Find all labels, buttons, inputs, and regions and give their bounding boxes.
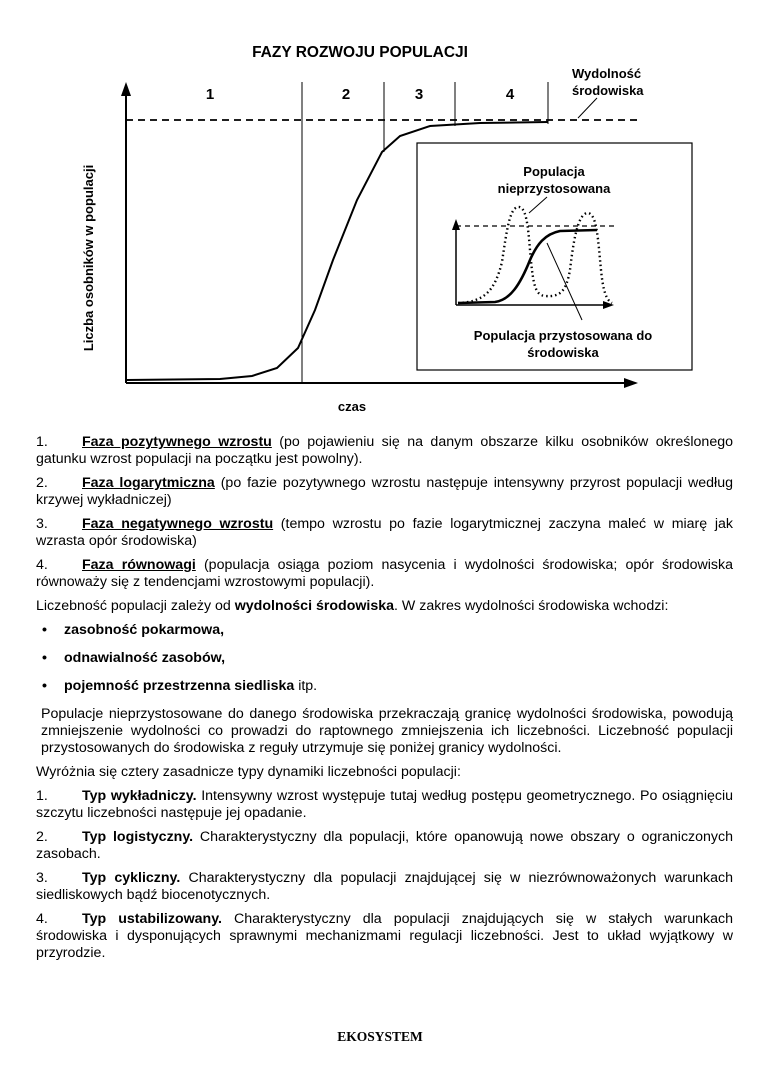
type-item-term: Typ cykliczny.	[82, 870, 181, 886]
phase-item-desc: (po pojawieniu się na danym obszarze kilku osobników określonego gatunku wzrost populacji na początku jest powolny).	[36, 434, 733, 467]
capacity-paragraph-bold: wydolności środowiska	[234, 598, 395, 614]
page-footer: EKOSYSTEM	[337, 1029, 423, 1044]
phase-item-number: 3.	[36, 516, 48, 532]
phase-item-desc: (tempo wzrostu po fazie logarytmicznej zaczyna maleć w miarę jak wzrasta opór środowiska)	[36, 516, 733, 549]
type-item	[36, 911, 733, 962]
phase-item-term: Faza logarytmiczna	[82, 475, 215, 491]
list-item-bold: pojemność przestrzenna siedliska	[64, 678, 295, 694]
types-intro: Wyróżnia się cztery zasadnicze typy dynamiki liczebności populacji:	[36, 764, 461, 780]
inset-label-adapted: Populacja przystosowana do	[473, 328, 653, 343]
capacity-paragraph	[36, 598, 733, 615]
x-axis-label: czas	[337, 399, 367, 414]
inset-label-unadapted-2: nieprzystosowana	[497, 181, 611, 196]
type-item-number: 3.	[36, 870, 48, 886]
phase-item	[36, 434, 733, 468]
capacity-factors-list	[36, 622, 733, 695]
type-item	[36, 870, 733, 904]
type-item-term: Typ wykładniczy.	[82, 788, 197, 804]
phase-number-3: 3	[414, 86, 424, 103]
bullet-icon: •	[42, 622, 47, 638]
document-body	[36, 434, 733, 969]
type-item-number: 1.	[36, 788, 48, 804]
capacity-label: Wydolność	[572, 66, 642, 81]
phase-number-2: 2	[341, 86, 351, 103]
list-item	[36, 678, 733, 695]
phase-item-term: Faza negatywnego wzrostu	[82, 516, 274, 532]
capacity-paragraph-after: . W zakres wydolności środowiska wchodzi:	[394, 598, 669, 614]
phase-number-1: 1	[205, 86, 215, 103]
capacity-label-2: środowiska	[572, 83, 644, 98]
type-item	[36, 829, 733, 863]
type-item-desc: Charakterystyczny dla populacji, które opanowują nowe obszary o ograniczonych zasobach.	[36, 829, 733, 862]
inset-label-adapted-2: środowiska	[527, 345, 599, 360]
figure-title: FAZY ROZWOJU POPULACJI	[252, 44, 468, 61]
list-item	[36, 650, 733, 667]
phase-item	[36, 557, 733, 591]
bullet-icon: •	[42, 678, 47, 694]
type-item-term: Typ ustabilizowany.	[82, 911, 222, 927]
type-item-term: Typ logistyczny.	[82, 829, 194, 845]
phase-item-number: 1.	[36, 434, 48, 450]
phase-item	[36, 516, 733, 550]
phase-item-desc: (po fazie pozytywnego wzrostu następuje intensywny przyrost populacji według krzywej wykładniczej)	[36, 475, 733, 508]
phase-number-4: 4	[505, 86, 515, 103]
type-item-desc: Charakterystyczny dla populacji znajdującej się w niezrównoważonych warunkach siedliskowych bądź biocenotycznych.	[36, 870, 733, 903]
phase-item-term: Faza pozytywnego wzrostu	[82, 434, 272, 450]
capacity-paragraph-before: Liczebność populacji zależy od	[36, 598, 235, 614]
capacity-pointer	[578, 98, 597, 118]
type-item-desc: Intensywny wzrost występuje tutaj według postępu geometrycznego. Po osiągnięciu szczytu liczebności następuje jej opadanie.	[36, 788, 734, 821]
list-item-bold: odnawialność zasobów,	[64, 650, 226, 666]
y-axis-label: Liczba osobników w populacji	[81, 164, 96, 352]
list-item-tail: itp.	[294, 678, 318, 694]
unadapted-paragraph: Populacje nieprzystosowane do danego środowiska przekraczają granicę wydolności środowiska, powodują zmniejszenie wydolności co prowadzi do raptownego zmniejszenia ich liczebności. Liczebność populacji przystosowanych do środowiska z reguły utrzymuje się poniżej granicy wydolności.	[41, 706, 733, 756]
phase-item	[36, 475, 733, 509]
population-growth-figure	[0, 0, 760, 425]
list-item	[36, 622, 733, 639]
type-item	[36, 788, 733, 822]
phase-item-desc: (populacja osiąga poziom nasycenia i wydolności środowiska; opór środowiska równoważy się z tendencjami wzrostowymi populacji).	[36, 557, 733, 590]
x-axis-arrow	[624, 378, 638, 388]
y-axis-arrow	[121, 82, 131, 96]
phase-item-term: Faza równowagi	[82, 557, 196, 573]
phase-item-number: 2.	[36, 475, 48, 491]
list-item-bold: zasobność pokarmowa,	[64, 622, 225, 638]
phase-item-number: 4.	[36, 557, 48, 573]
inset-label-unadapted: Populacja	[523, 164, 585, 179]
bullet-icon: •	[42, 650, 47, 666]
type-item-desc: Charakterystyczny dla populacji znajdujących się w stałych warunkach środowiska i dysponujących sprawnymi mechanizmami regulacji liczebności. Jest to układ wyjątkowy w przyrodzie.	[36, 911, 734, 961]
type-item-number: 2.	[36, 829, 48, 845]
type-item-number: 4.	[36, 911, 48, 927]
